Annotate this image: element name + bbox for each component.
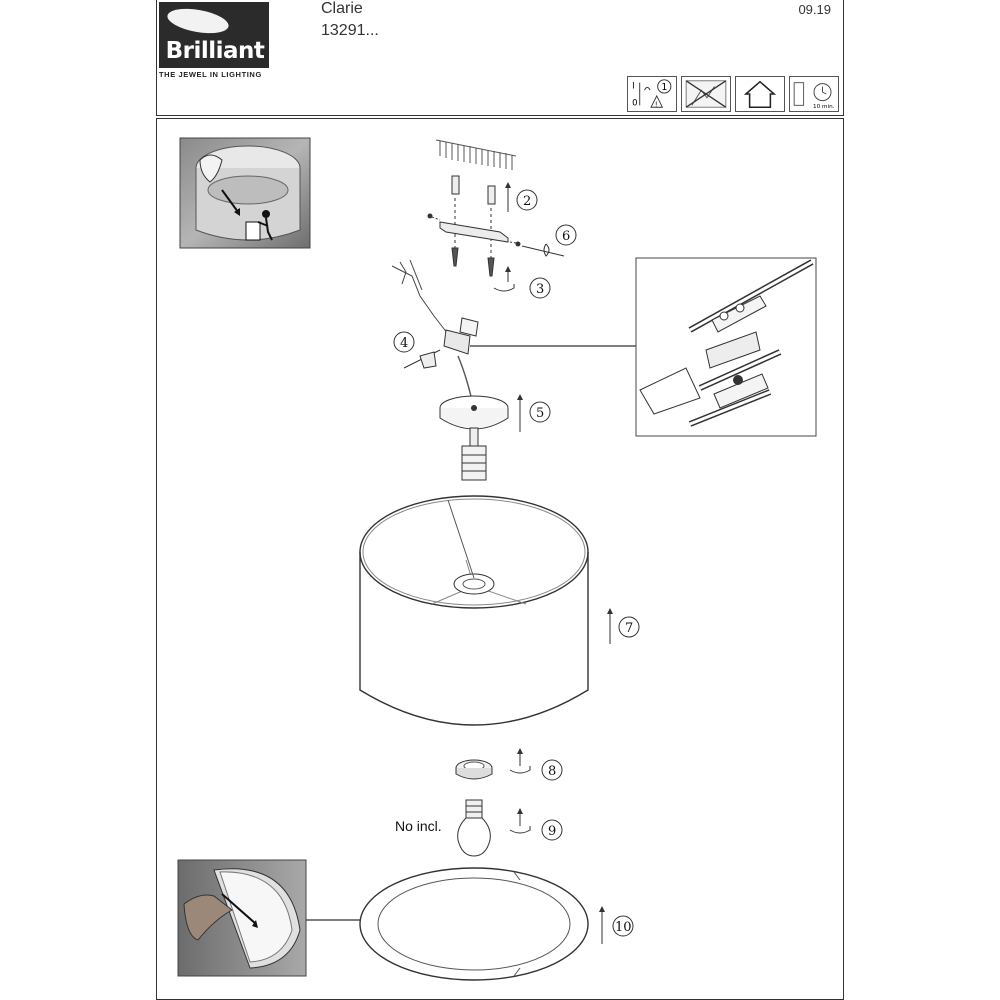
brand-tagline: THE JEWEL IN LIGHTING	[159, 70, 262, 79]
insert-diffuser-photo	[178, 860, 378, 976]
lamp-shade	[360, 496, 588, 725]
step-number-6: 6	[562, 229, 571, 244]
diffuser-disc	[360, 868, 588, 980]
ceiling-canopy	[440, 356, 508, 480]
step-9	[510, 808, 562, 840]
document-date: 09.19	[798, 2, 831, 17]
step-10	[599, 906, 633, 944]
step-number-4: 4	[400, 336, 409, 351]
step-number-9: 9	[548, 824, 557, 839]
step-number-5: 5	[536, 406, 545, 421]
step-number-2: 2	[523, 194, 532, 209]
bulb-not-included-note: No incl.	[395, 818, 442, 834]
supply-cable	[392, 260, 448, 334]
step-6	[556, 225, 576, 245]
step-7	[607, 608, 639, 644]
terminal-block	[444, 318, 636, 354]
step-number-10: 10	[615, 920, 632, 935]
step-number-8: 8	[548, 764, 557, 779]
step-3	[494, 266, 550, 298]
svg-text:1: 1	[661, 82, 668, 94]
svg-text:I: I	[632, 81, 635, 92]
remove-packaging-photo	[180, 138, 310, 248]
ceiling	[436, 140, 516, 170]
step-2	[505, 182, 537, 212]
step-5	[517, 394, 550, 432]
shade-ring	[456, 760, 492, 779]
step-number-7: 7	[625, 621, 634, 636]
wiring-detail-diagram	[636, 258, 816, 436]
svg-text:10 min.: 10 min.	[813, 104, 835, 111]
svg-text:!: !	[654, 100, 658, 109]
step-8	[510, 748, 562, 780]
product-name: Clarie	[321, 0, 363, 17]
product-code: 13291...	[321, 22, 379, 39]
step-4	[394, 332, 440, 368]
step-number-3: 3	[536, 282, 545, 297]
light-bulb-icon	[458, 800, 491, 856]
brand-name: Brilliant	[165, 38, 265, 64]
svg-text:0: 0	[632, 98, 638, 109]
mounting-bracket	[428, 214, 565, 257]
